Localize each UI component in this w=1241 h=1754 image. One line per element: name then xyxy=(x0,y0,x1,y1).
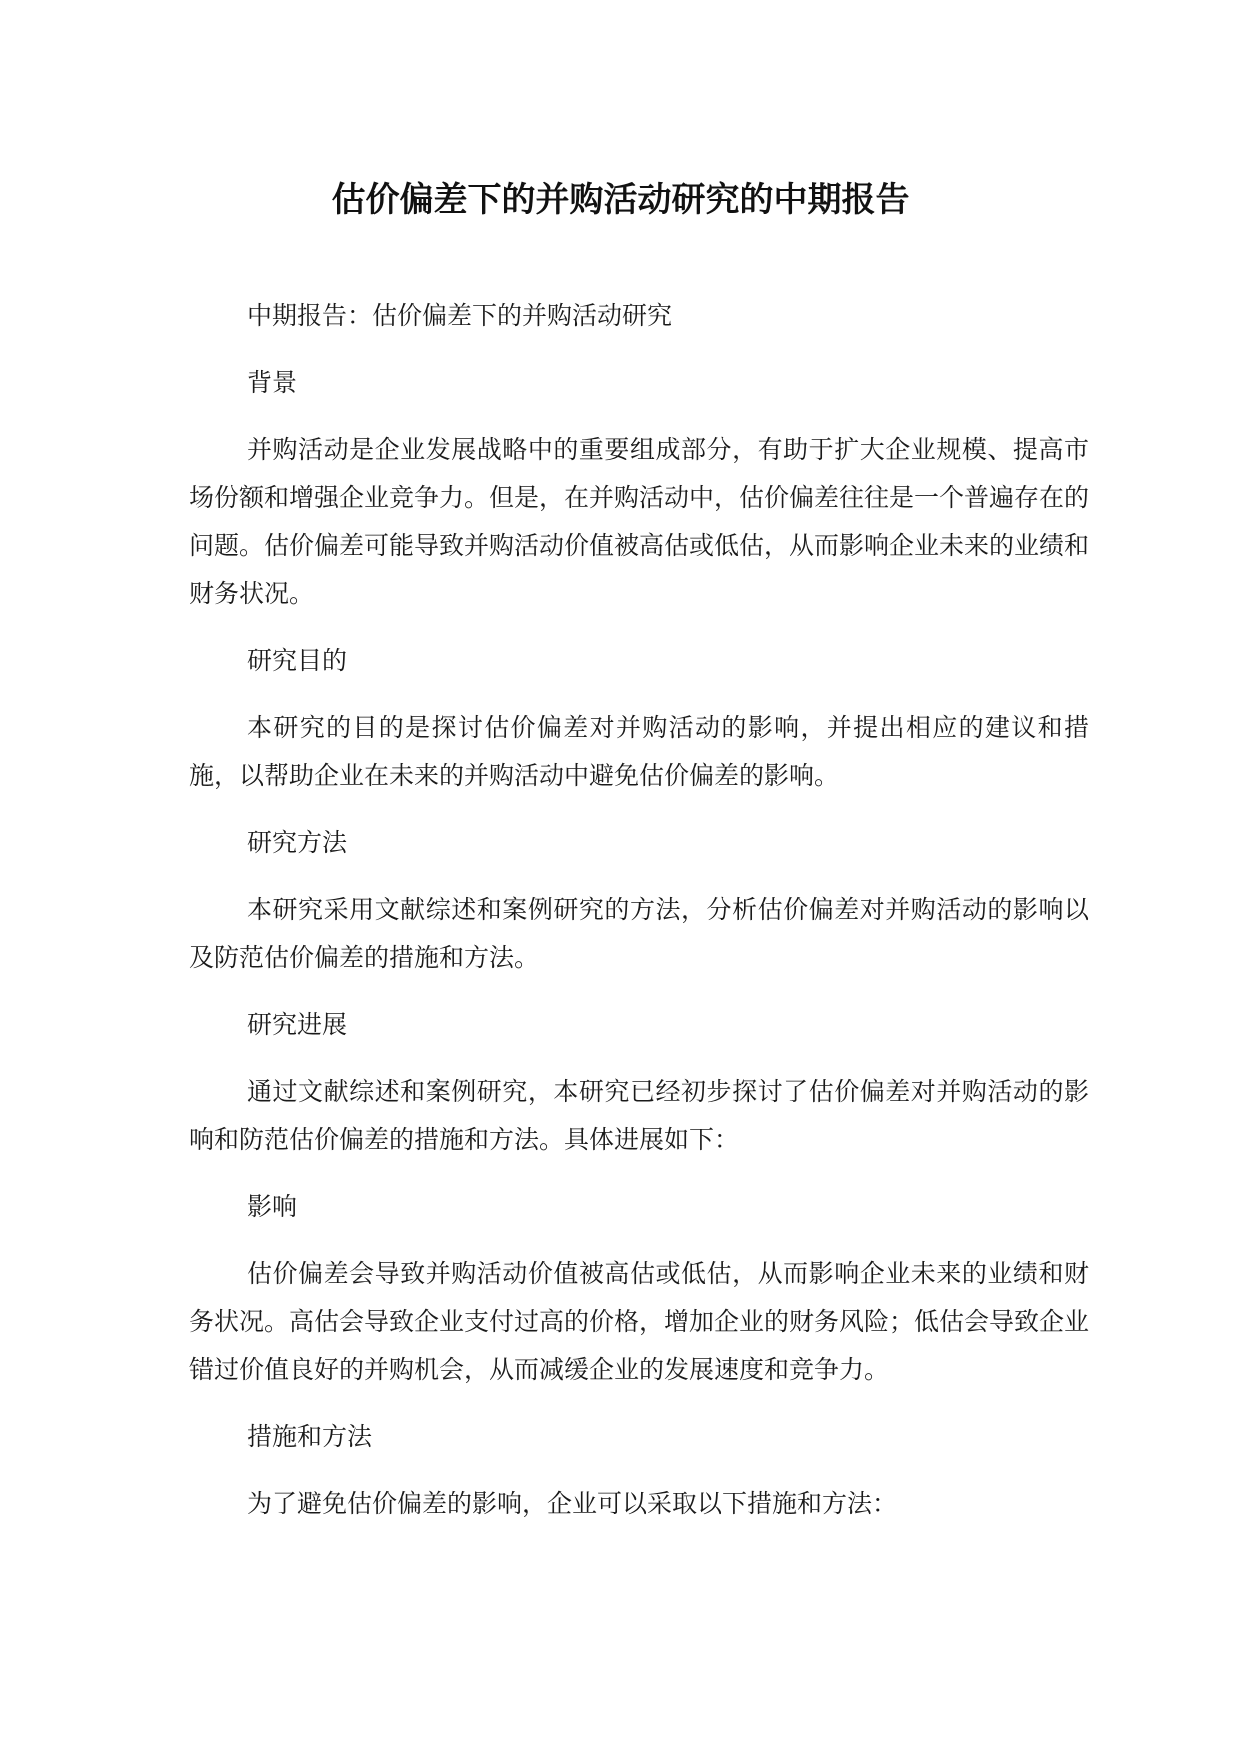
paragraph-measures: 为了避免估价偏差的影响，企业可以采取以下措施和方法： xyxy=(247,1489,898,1518)
paragraph-progress: 通过文献综述和案例研究，本研究已经初步探讨了估价偏差对并购活动的影响和防范估价偏差的措施和方法。具体进展如下： xyxy=(189,1077,1089,1154)
paragraph-impact: 估价偏差会导致并购活动价值被高估或低估，从而影响企业未来的业绩和财务状况。高估会导致企业支付过高的价格，增加企业的财务风险；低估会导致企业错过价值良好的并购机会，从而减缓企业的发展速度和竞争力。 xyxy=(189,1259,1090,1384)
section-heading-impact: 影响 xyxy=(247,1192,298,1221)
paragraph-background: 并购活动是企业发展战略中的重要组成部分，有助于扩大企业规模、提高市场份额和增强企业竞争力。但是，在并购活动中，估价偏差往往是一个普遍存在的问题。估价偏差可能导致并购活动价值被高估或低估，从而影响企业未来的业绩和财务状况。 xyxy=(189,435,1090,608)
section-heading-background: 背景 xyxy=(247,368,298,397)
section-heading-measures: 措施和方法 xyxy=(247,1422,373,1451)
paragraph-purpose: 本研究的目的是探讨估价偏差对并购活动的影响，并提出相应的建议和措施，以帮助企业在未来的并购活动中避免估价偏差的影响。 xyxy=(189,713,1089,790)
section-heading-method: 研究方法 xyxy=(247,828,348,857)
paragraph-method: 本研究采用文献综述和案例研究的方法，分析估价偏差对并购活动的影响以及防范估价偏差的措施和方法。 xyxy=(189,895,1089,972)
report-subtitle: 中期报告：估价偏差下的并购活动研究 xyxy=(247,301,673,330)
section-heading-progress: 研究进展 xyxy=(247,1010,348,1039)
document-title: 估价偏差下的并购活动研究的中期报告 xyxy=(331,180,910,220)
document-body xyxy=(189,292,1089,1528)
section-heading-purpose: 研究目的 xyxy=(247,646,348,675)
